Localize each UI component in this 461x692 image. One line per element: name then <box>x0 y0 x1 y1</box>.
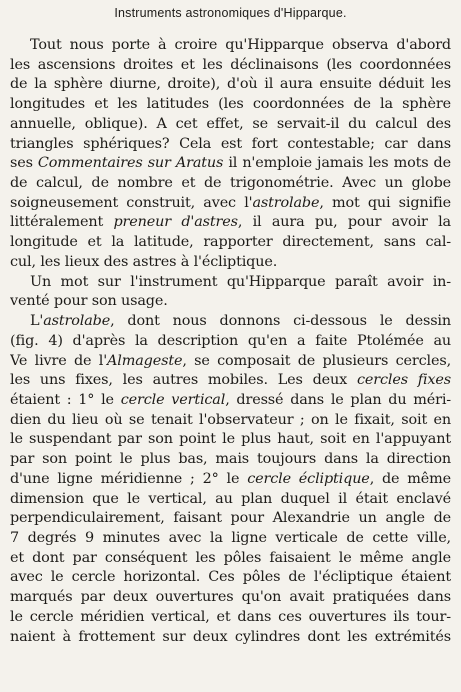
italic-term: cercles fixes <box>356 372 451 389</box>
text-line: d'une ligne méridienne ; 2° le cercle écliptique, de même <box>10 470 451 487</box>
italic-term: preneur d'astres <box>113 214 238 231</box>
text-line: Un mot sur l'instrument qu'Hipparque paraît avoir in- <box>30 273 451 290</box>
text-line: dimension que le vertical, au plan duquel il était enclavé <box>10 490 451 507</box>
italic-term: Commentaires sur Aratus <box>37 155 224 172</box>
text-line: ses Commentaires sur Aratus il n'emploie jamais les mots de <box>10 155 451 172</box>
italic-term: astrolabe <box>252 194 320 211</box>
text-line: Tout nous porte à croire qu'Hipparque observa d'abord <box>30 37 451 53</box>
italic-term: Almageste <box>107 352 183 369</box>
italic-term: cercle écliptique <box>247 470 370 487</box>
text-line: les uns fixes, les autres mobiles. Les deux cercles fixes <box>10 372 451 389</box>
italic-term: astrolabe <box>43 313 111 330</box>
text-line: L'astrolabe, dont nous donnons ci-dessous le dessin <box>30 313 451 330</box>
text-line: naient à frottement sur deux cylindres dont les extrémités <box>10 628 451 645</box>
text-line: avec le cercle horizontal. Ces pôles de l'écliptique étaient <box>10 569 451 586</box>
text-line: le suspendant par son point le plus haut, soit en l'appuyant <box>10 431 451 448</box>
body-text <box>10 36 451 647</box>
text-line: cul, les lieux des astres à l'écliptique. <box>10 253 278 270</box>
text-line: les ascensions droites et les déclinaisons (les coordonnées <box>10 56 451 73</box>
text-line: et dont par conséquent les pôles faisaient le même angle <box>10 549 451 566</box>
text-line: soigneusement construit, avec l'astrolabe, mot qui signifie <box>10 194 451 211</box>
running-head: Instruments astronomiques d'Hipparque. <box>114 6 347 20</box>
text-line: étaient : 1° le cercle vertical, dressé dans le plan du méri- <box>10 391 451 408</box>
text-line: perpendiculairement, faisant pour Alexandrie un angle de <box>10 510 451 527</box>
text-line: dien du lieu où se tenait l'observateur ; on le fixait, soit en <box>10 411 451 428</box>
text-line: par son point le plus bas, mais toujours dans la direction <box>10 451 451 468</box>
text-line: longitude et la latitude, rapporter directement, sans cal- <box>10 234 451 251</box>
text-line: marqués par deux ouvertures qu'on avait pratiquées dans <box>10 589 451 606</box>
text-line: de la sphère diurne, droite), d'où il aura ensuite déduit les <box>10 76 451 93</box>
text-line: longitudes et les latitudes (les coordonnées de la sphère <box>10 96 451 113</box>
text-line: Ve livre de l'Almageste, se composait de plusieurs cercles, <box>10 352 451 369</box>
text-line: le cercle méridien vertical, et dans ces ouvertures ils tour- <box>10 608 451 625</box>
text-line: annuelle, oblique). A cet effet, se servait-il du calcul des <box>10 115 451 132</box>
text-line: venté pour son usage. <box>10 293 168 310</box>
italic-term: cercle vertical <box>120 391 226 408</box>
text-line: (fig. 4) d'après la description qu'en a faite Ptolémée au <box>10 332 451 349</box>
text-line: de calcul, de nombre et de trigonométrie. Avec un globe <box>10 175 451 192</box>
text-line: 7 degrés 9 minutes avec la ligne verticale de cette ville, <box>10 529 451 546</box>
text-line: triangles sphériques? Cela est fort contestable; car dans <box>10 135 451 152</box>
text-line: littéralement preneur d'astres, il aura pu, pour avoir la <box>10 214 451 231</box>
